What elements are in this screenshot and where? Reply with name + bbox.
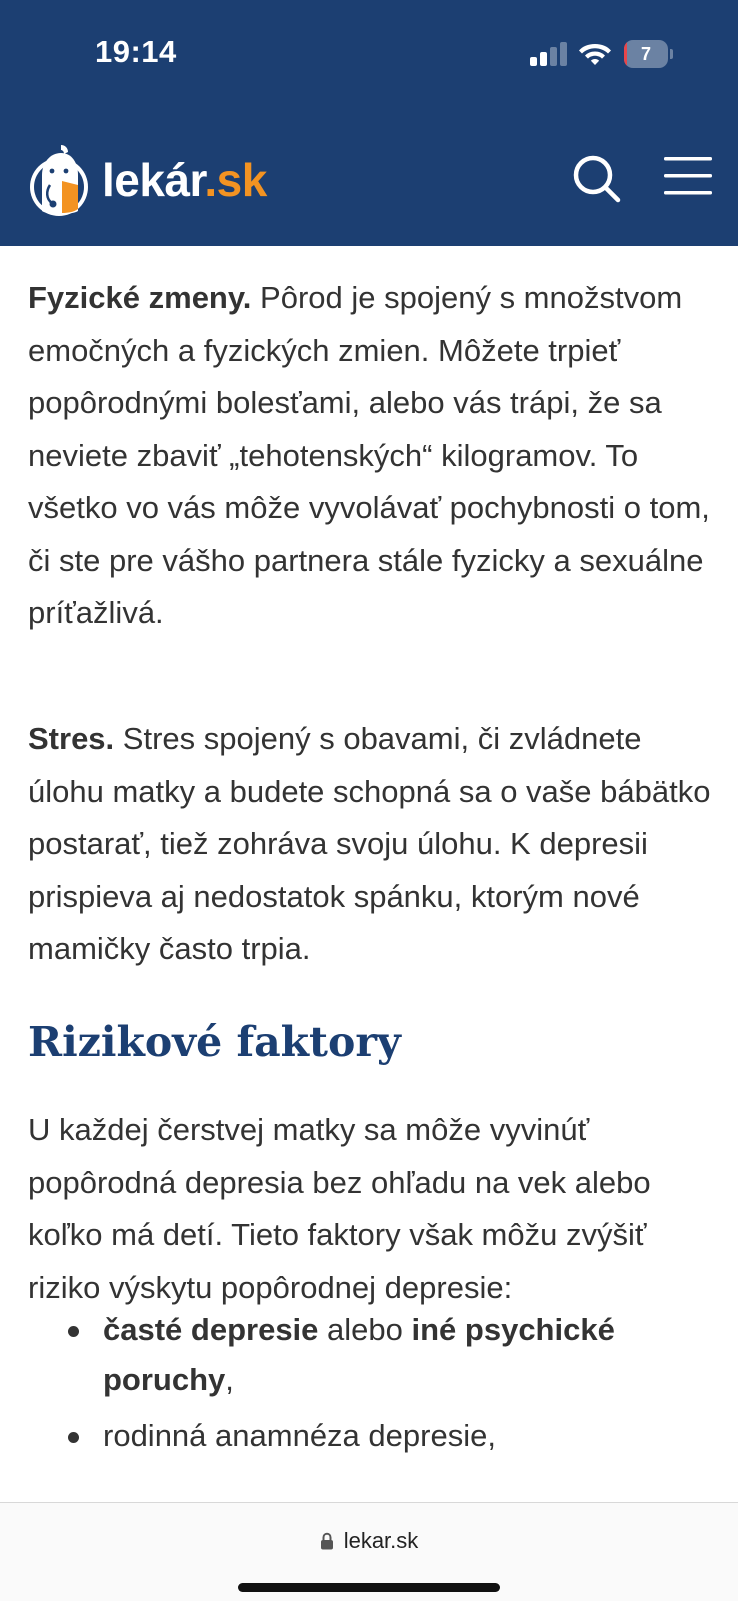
list-item: rodinná anamnéza depresie,	[28, 1411, 718, 1461]
list-item: časté depresie alebo iné psychické poruchy,	[28, 1305, 718, 1405]
url-text: lekar.sk	[343, 1528, 419, 1553]
doctor-mascot-logo-icon	[28, 141, 92, 219]
hamburger-menu-icon[interactable]	[664, 155, 712, 197]
browser-bottom-bar	[0, 1502, 738, 1601]
section-heading-risk-factors: Rizikové faktory	[28, 1018, 401, 1066]
search-icon[interactable]	[572, 154, 622, 204]
paragraph-physical-changes: Fyzické zmeny. Pôrod je spojený s množstvom emočných a fyzických zmien. Môžete trpieť popôrodnými bolesťami, alebo vás trápi, že sa neviete zbaviť „tehotenských“ kilogramov. To všetko vo vás môže vyvolávať pochybnosti o tom, či ste pre vášho partnera stále fyzicky a sexuálne príťažlivá.	[28, 280, 710, 630]
battery-level: 7	[640, 44, 651, 64]
status-time: 19:14	[95, 34, 177, 69]
home-indicator[interactable]	[238, 1583, 500, 1592]
paragraph-risk-intro: U každej čerstvej matky sa môže vyvinúť popôrodná depresia bez ohľadu na vek alebo koľko má detí. Tieto faktory však môžu zvýšiť riziko výskytu popôrodnej depresie:	[28, 1112, 651, 1305]
paragraph-stress: Stres. Stres spojený s obavami, či zvládnete úlohu matky a budete schopná sa o vaše bábätko postarať, tiež zohráva svoju úlohu. K depresii prispieva aj nedostatok spánku, ktorým nové mamičky často trpia.	[28, 721, 711, 966]
wifi-icon	[578, 40, 612, 68]
logo-wordmark: lekár.sk	[102, 154, 267, 206]
paragraph-lead: Stres.	[28, 721, 115, 756]
risk-factor-list	[28, 1305, 718, 1461]
battery-icon	[624, 40, 674, 68]
site-header	[0, 110, 738, 246]
bullet-icon	[68, 1432, 79, 1443]
lock-icon	[320, 1532, 334, 1550]
cellular-signal-icon	[530, 42, 568, 66]
status-bar	[0, 0, 738, 110]
site-logo[interactable]	[28, 140, 288, 220]
paragraph-lead: Fyzické zmeny.	[28, 280, 252, 315]
address-bar[interactable]	[0, 1523, 738, 1559]
bullet-icon	[68, 1326, 79, 1337]
